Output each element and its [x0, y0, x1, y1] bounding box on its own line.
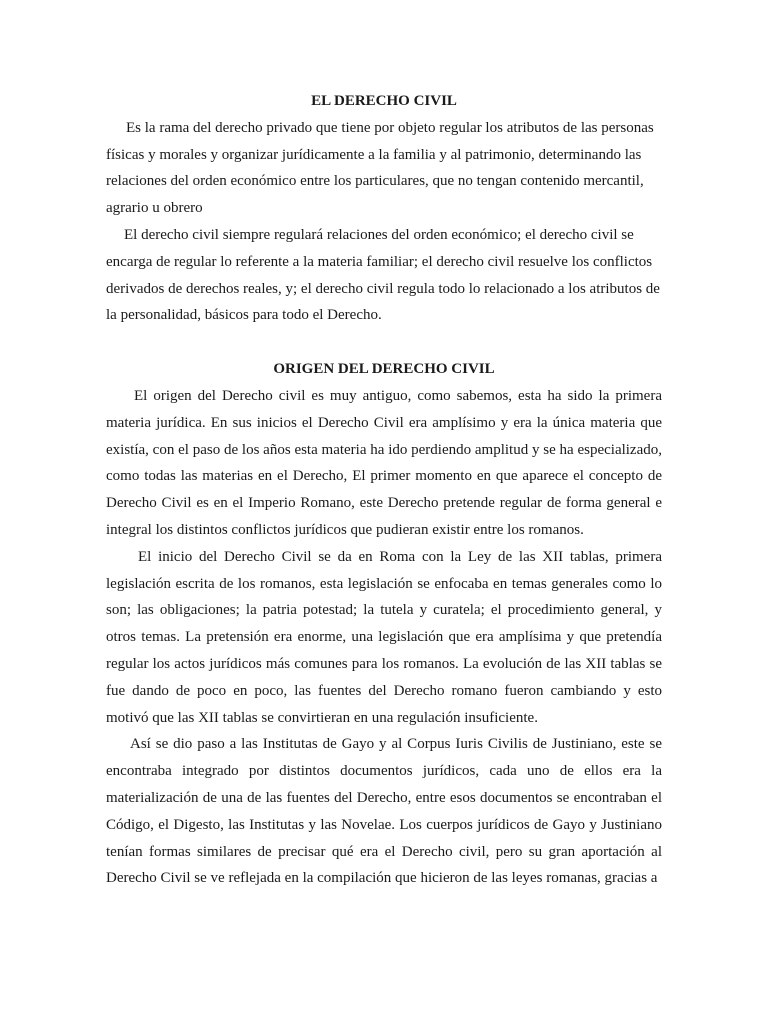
section-title-origen: ORIGEN DEL DERECHO CIVIL: [273, 361, 495, 378]
section-title-derecho-civil: EL DERECHO CIVIL: [311, 93, 457, 109]
paragraph-xii-tablas: El inicio del Derecho Civil se da en Roma con la Ley de las XII tablas, primera legislación escrita de los romanos, esta legislación se enfocaba en temas generales como lo son; las obligaciones; la patria potestad; la tutela y curatela; el procedimiento general, y otros temas. La pretensión era enorme, una legislación que era amplísima y que pretendía regular los actos jurídicos más comunes para los romanos. La evolución de las XII tablas se fue dando de poco en poco, las fuentes del Derecho romano fueron cambiando y esto motivó que las XII tablas se convirtieran en una regulación insuficiente.: [106, 548, 662, 726]
paragraph-definition: Es la rama del derecho privado que tiene por objeto regular los atributos de las personas físicas y morales y organizar jurídicamente a la familia y al patrimonio, determinando las relaciones del orden económico entre los particulares, que no tengan contenido mercantil, agrario u obrero: [106, 119, 654, 217]
paragraph-origin: El origen del Derecho civil es muy antiguo, como sabemos, esta ha sido la primera materia jurídica. En sus inicios el Derecho Civil era amplísimo y era la única materia que existía, con el paso de los años esta materia ha ido perdiendo amplitud y se ha especializado, como todas las materias en el Derecho, El primer momento en que aparece el concepto de Derecho Civil es en el Imperio Romano, este Derecho pretende regular de forma general e integral los distintos conflictos jurídicos que pudieran existir entre los romanos.: [106, 387, 662, 538]
paragraph-gayo-justiniano: Así se dio paso a las Institutas de Gayo y al Corpus Iuris Civilis de Justiniano, este se encontraba integrado por distintos documentos jurídicos, cada uno de ellos era la materialización de una de las fuentes del Derecho, entre esos documentos se encontraban el Código, el Digesto, las Institutas y las Novelae. Los cuerpos jurídicos de Gayo y Justiniano tenían formas similares de precisar qué era el Derecho civil, pero su gran aportación al Derecho Civil se ve reflejada en la compilación que hicieron de las leyes romanas, gracias a: [106, 736, 662, 887]
document-body: [106, 88, 662, 892]
paragraph-scope: El derecho civil siempre regulará relaciones del orden económico; el derecho civil se encarga de regular lo referente a la materia familiar; el derecho civil resuelve los conflictos derivados de derechos reales, y; el derecho civil regula todo lo relacionado a los atributos de la personalidad, básicos para todo el Derecho.: [106, 226, 660, 324]
